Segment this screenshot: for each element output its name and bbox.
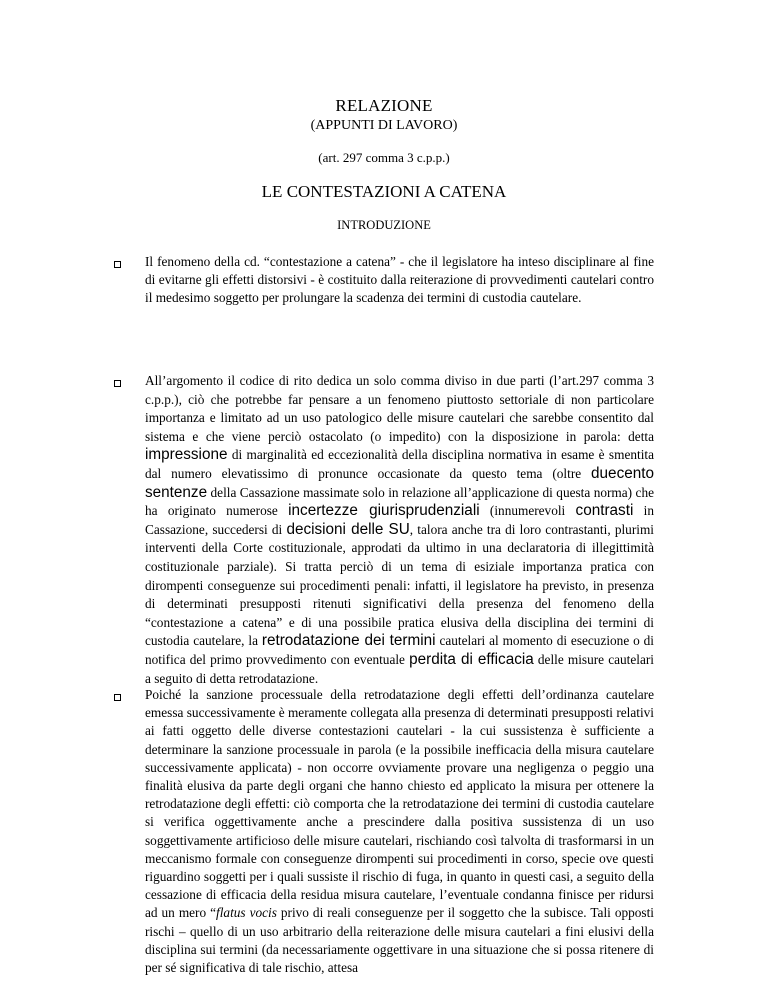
emphasis-text: decisioni delle SU (286, 520, 410, 538)
checkbox-bullet-icon (114, 694, 121, 701)
paragraph-2-text: , talora anche tra di loro contrastanti, plurimi interventi della Corte costituzionale, approdati da ultimo in una declaratoria di illegittimità costituzionale parziale). Si tratta perciò di un tema di esiziale importanza pratica con dirompenti conseguenze sui procedimenti penali: infatti, il legislatore ha previsto, in presenza di determinati presupposti ritenuti significativi della presenza del fenomeno della “contestazione a catena” e di una possibile pratica elusiva della disciplina dei termini di custodia cautelare, la (145, 521, 654, 649)
paragraph-2-text: della Cassazione massimate solo in relazione all’applicazione di questa norma) che ha originato numerose (145, 484, 654, 519)
paragraph-2 (145, 372, 654, 688)
italic-text: flatus vocis (216, 905, 277, 921)
paragraph-2-text: (innumerevoli (479, 503, 576, 519)
emphasis-text: retrodatazione dei termini (261, 632, 436, 650)
emphasis-text: impressione (145, 446, 228, 464)
checkbox-bullet-icon (114, 261, 121, 268)
legal-reference: (art. 297 comma 3 c.p.p.) (318, 150, 450, 165)
emphasis-text: duecento sentenze (145, 464, 654, 501)
paragraph-1: Il fenomeno della cd. “contestazione a catena” - che il legislatore ha inteso disciplinare al fine di evitarne gli effetti distorsivi - è costituito dalla reiterazione di provvedimenti cautelari contro il medesimo soggetto per prolungare la scadenza dei termini di custodia cautelare. (145, 254, 654, 306)
emphasis-text: contrasti (575, 502, 634, 520)
paragraph-3-text: Poiché la sanzione processuale della retrodatazione degli effetti dell’ordinanza cautelare emessa successivamente è meramente collegata alla presenza di determinati presupposti relativi ai fatti oggetto delle diverse contestazioni cautelari - la cui sussistenza è sufficiente a determinare la sanzione processuale in parola (e la possibile inefficacia della misura cautelare successivamente applicata) - non occorre ovviamente provare una negligenza o peggio una finalità elusiva da parte degli organi che hanno chiesto ed applicato la misura per ottenere la retrodatazione degli effetti: ciò comporta che la retrodatazione dei termini di custodia cautelare si verifica oggettivamente anche a prescindere dalla positiva sussistenza di un uso soggettivamente artificioso delle misure cautelari, rischiando così talvolta di trasformarsi in un meccanismo formale con conseguenze dirompenti sui procedimenti in corso, specie ove questi riguardino soggetti per i quali sussiste il rischio di fuga, in quanto in questi casi, a seguito della cessazione di efficacia della residua misura cautelare, l’eventuale condanna finisce per ridursi ad un mero “ (145, 687, 654, 921)
document-title: RELAZIONE (335, 96, 433, 115)
emphasis-text: perdita di efficacia (409, 650, 534, 668)
document-subtitle: (APPUNTI DI LAVORO) (310, 118, 458, 133)
paragraph-2-text: delle misure cautelari a seguito di detta retrodatazione. (145, 651, 654, 686)
paragraph-3-text: privo di reali conseguenze per il soggetto che la subisce. Tali opposti rischi – quello di un uso arbitrario della reiterazione delle misura cautelari a fini elusivi della disciplina sui termini (da necessariamente oggettivare in una situazione che si possa ritenere di per sé significativa di tale rischio, attesa (145, 905, 654, 976)
section-heading: INTRODUZIONE (337, 218, 431, 232)
paragraph-3 (145, 686, 654, 977)
paragraph-2-text: in Cassazione, succedersi di (145, 503, 654, 537)
paragraph-2-text: cautelari al momento di esecuzione o di notifica del primo provvedimento con eventuale (145, 633, 654, 667)
paragraph-2-text: di marginalità ed eccezionalità della disciplina normativa in esame è smentita dal numero elevatissimo di pronunce occasionate da questo tema (oltre (145, 447, 654, 481)
document-heading: LE CONTESTAZIONI A CATENA (261, 182, 507, 201)
checkbox-bullet-icon (114, 380, 121, 387)
paragraph-2-text: All’argomento il codice di rito dedica un solo comma diviso in due parti (l’art.297 comma 3 c.p.p.), ciò che potrebbe far pensare a un fenomeno piuttosto settoriale di non particolare importanza e limitato ad un uso patologico delle misure cautelari che sarebbe consentito dal sistema e che viene perciò ostacolato (o impedito) con la disposizione in parola: detta (145, 373, 654, 444)
emphasis-text: incertezze giurisprudenziali (288, 502, 480, 520)
